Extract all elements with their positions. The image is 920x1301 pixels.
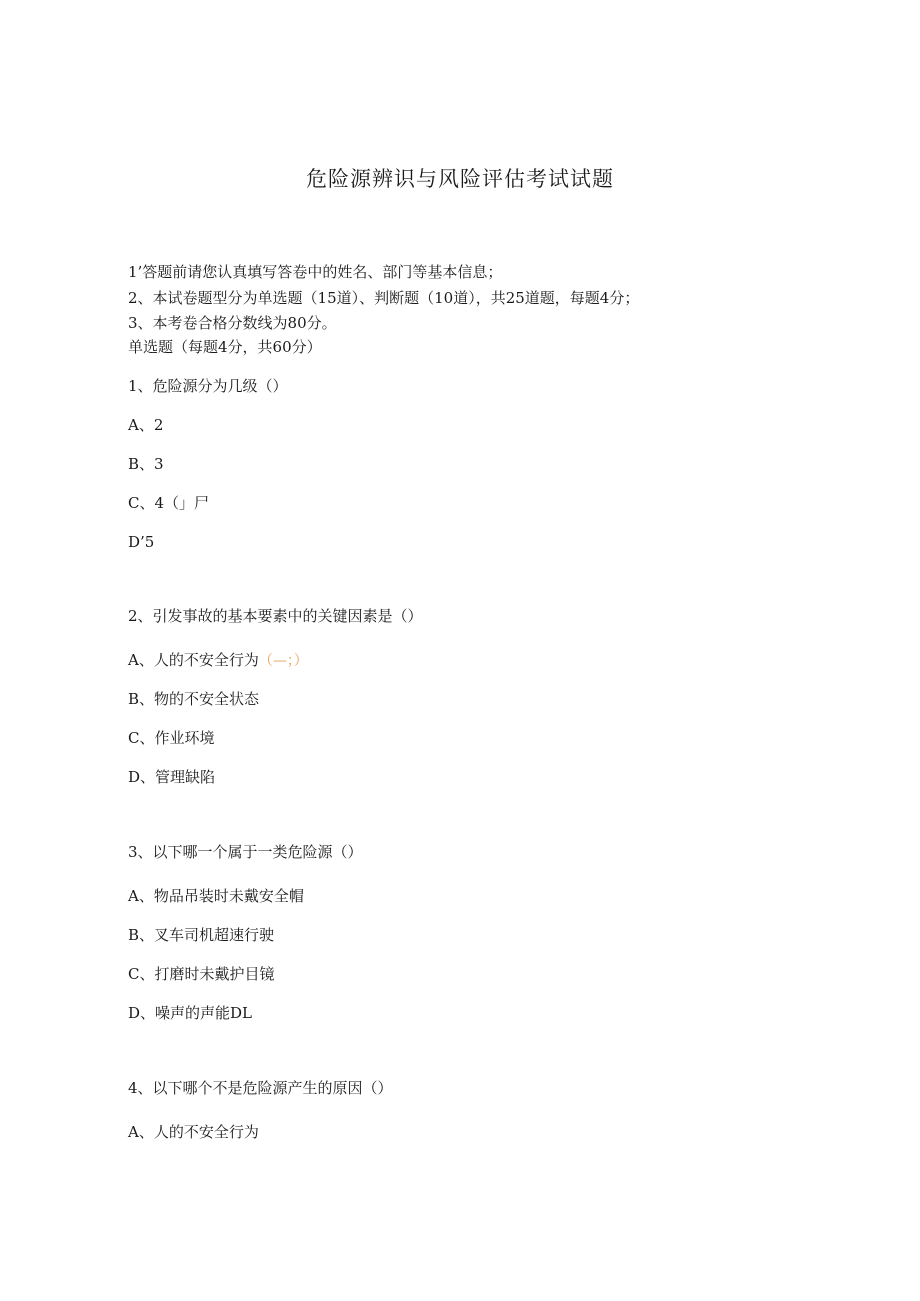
question-2-option-a: A、人的不安全行为 xyxy=(128,651,259,669)
answer-mark: （—；） xyxy=(258,653,308,669)
question-1-option-c: C、4（」尸 xyxy=(128,494,210,512)
question-3-stem: 3、以下哪一个属于一类危险源（） xyxy=(128,843,363,861)
section-heading: 单选题（每题4分，共60分） xyxy=(128,338,322,356)
question-2-option-c: C、作业环境 xyxy=(128,729,215,747)
instruction-2: 2、本试卷题型分为单选题（15道）、判断题（10道），共25道题，每题4分； xyxy=(128,289,640,307)
question-4-option-a: A、人的不安全行为 xyxy=(128,1123,259,1141)
question-3-option-c: C、打磨时未戴护目镜 xyxy=(128,965,275,983)
question-3-option-b: B、叉车司机超速行驶 xyxy=(128,926,275,944)
question-1-option-b: B、3 xyxy=(128,455,164,473)
instruction-1: 1’答题前请您认真填写答卷中的姓名、部门等基本信息； xyxy=(128,263,503,281)
question-1-option-a: A、2 xyxy=(128,416,164,434)
question-1-option-d: D’5 xyxy=(128,533,155,551)
instruction-3: 3、本考卷合格分数线为80分。 xyxy=(128,314,337,332)
question-2-option-d: D、管理缺陷 xyxy=(128,768,216,786)
question-4-stem: 4、以下哪个不是危险源产生的原因（） xyxy=(128,1079,393,1097)
question-2-option-b: B、物的不安全状态 xyxy=(128,690,260,708)
question-3-option-d: D、噪声的声能DL xyxy=(128,1004,253,1022)
page-title: 危险源辨识与风险评估考试试题 xyxy=(306,167,614,191)
question-2-stem: 2、引发事故的基本要素中的关键因素是（） xyxy=(128,607,423,625)
question-3-option-a: A、物品吊装时未戴安全帽 xyxy=(128,887,304,905)
question-1-stem: 1、危险源分为几级（） xyxy=(128,377,288,395)
question-2-option-a-row xyxy=(128,650,308,671)
